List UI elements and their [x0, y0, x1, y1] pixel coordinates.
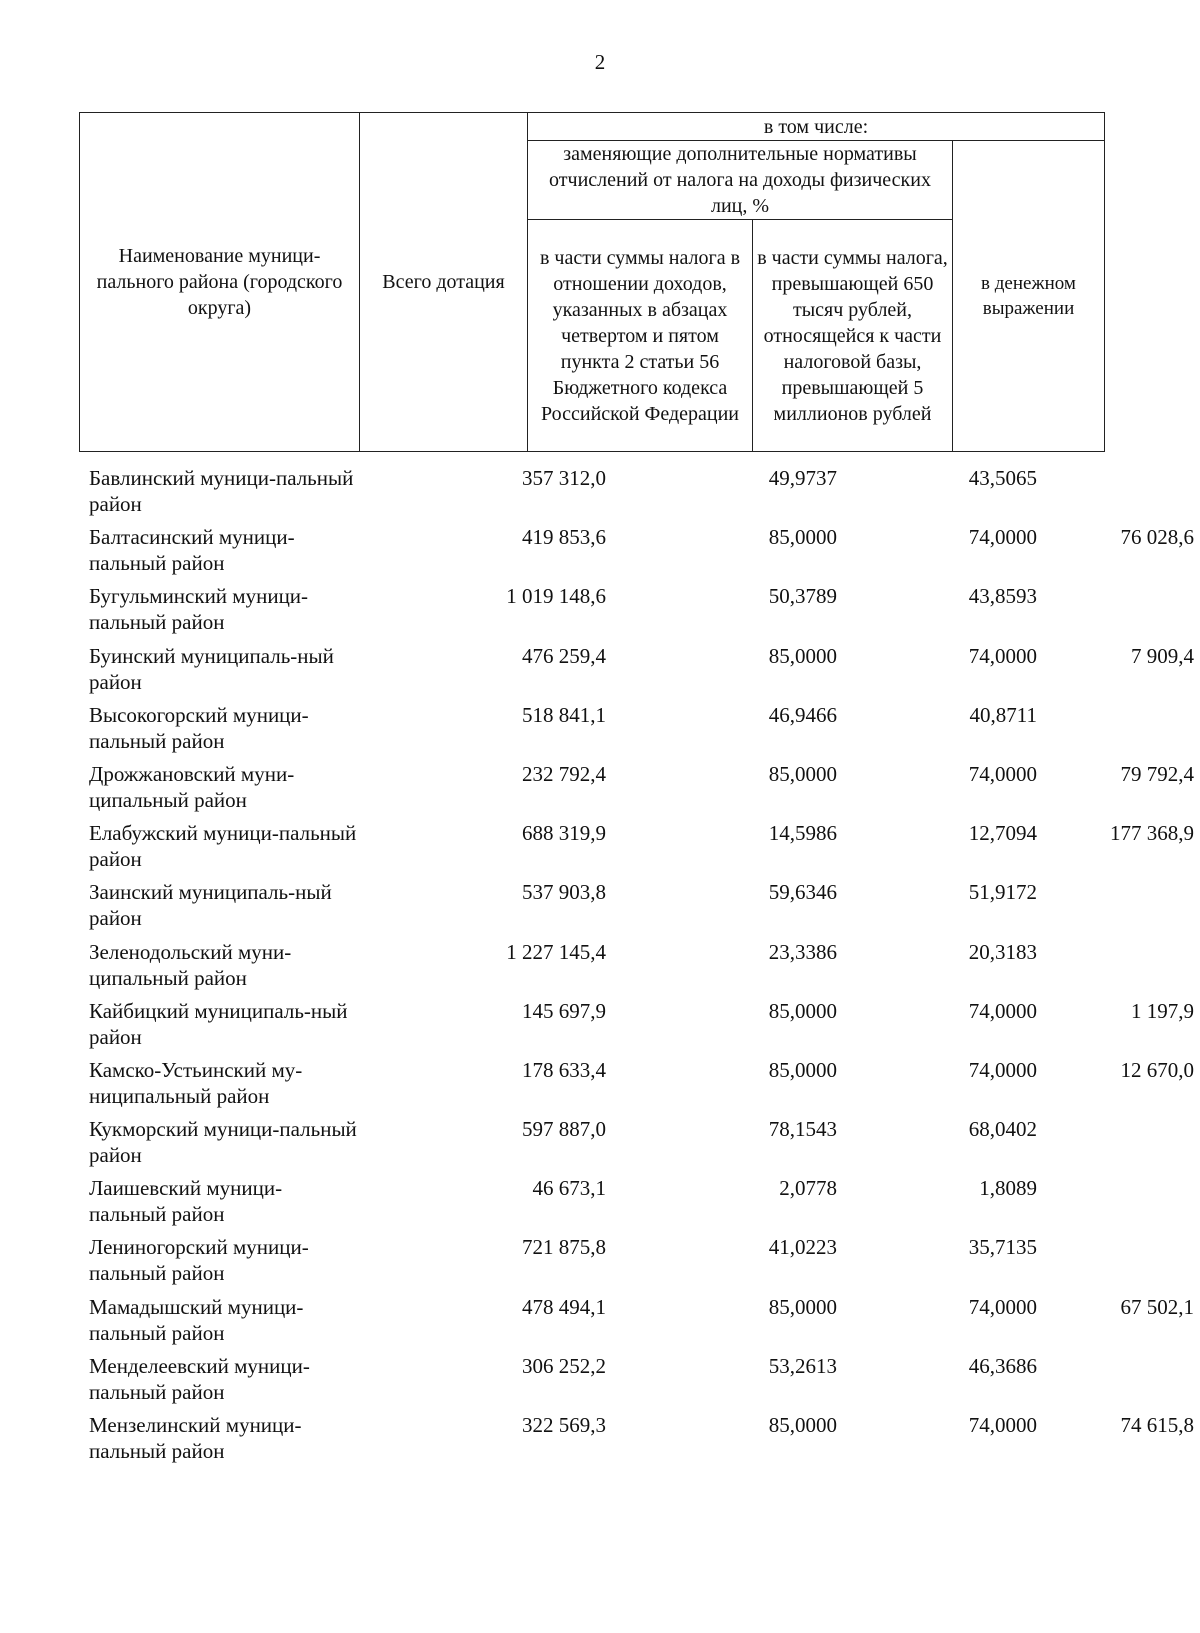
norm-part-1: 41,0223	[768, 1235, 837, 1260]
norm-part-1: 85,0000	[768, 1294, 837, 1319]
total-subsidy: 232 792,4	[522, 761, 606, 786]
table-row	[79, 583, 1129, 642]
money-amount: 74 615,8	[1120, 1413, 1194, 1437]
district-name: Балтасинский муници-пальный район	[89, 525, 295, 576]
total-subsidy: 46 673,1	[532, 1176, 606, 1201]
district-name: Зеленодольский муни-ципальный район	[89, 939, 292, 990]
district-name: Бавлинский муници-пальный район	[89, 466, 354, 516]
norm-part-1: 85,0000	[768, 1413, 837, 1437]
norm-part-1: 78,1543	[768, 1117, 837, 1142]
district-name: Буинский муниципаль-ный район	[89, 643, 334, 694]
table-row	[79, 1175, 1129, 1234]
money-amount: 79 792,4	[1120, 761, 1194, 786]
district-name: Камско-Устьинский му-ниципальный район	[89, 1057, 303, 1108]
district-name: Высокогорский муници-пальный район	[89, 702, 309, 753]
table-row	[79, 643, 1194, 702]
norm-part-1: 59,6346	[768, 880, 837, 905]
header-subcolumn-1: в части суммы налога в отношении доходов, указанных в абзацах четвертом и пятом пункта 2 статьи 56 Бюджетного кодекса Российской Федерации	[528, 220, 753, 452]
table-row	[79, 1116, 1129, 1175]
header-name-column: Наименование муници-пального района (городского округа)	[80, 113, 360, 452]
money-amount: 177 368,9	[1110, 821, 1194, 846]
norm-part-2: 40,8711	[969, 702, 1037, 727]
total-subsidy: 688 319,9	[522, 821, 606, 846]
norm-part-2: 43,5065	[968, 466, 1037, 490]
district-name: Дрожжановский муни-ципальный район	[89, 761, 295, 812]
table-body	[79, 465, 1194, 1471]
table-row	[79, 465, 1129, 524]
norm-part-2: 68,0402	[968, 1117, 1037, 1142]
norm-part-2: 20,3183	[968, 939, 1037, 964]
total-subsidy: 1 227 145,4	[506, 939, 606, 964]
norm-part-2: 74,0000	[968, 1294, 1037, 1319]
money-amount: 1 197,9	[1131, 998, 1194, 1023]
norm-part-2: 12,7094	[968, 821, 1037, 846]
table-row	[79, 761, 1194, 820]
total-subsidy: 322 569,3	[522, 1413, 606, 1437]
table-row	[79, 1412, 1194, 1471]
table-row	[79, 1057, 1194, 1116]
table-row	[79, 1234, 1129, 1293]
district-name: Мензелинский муници-пальный район	[89, 1413, 302, 1463]
district-name: Заинский муниципаль-ный район	[89, 880, 332, 931]
table-row	[79, 998, 1194, 1057]
money-amount: 67 502,1	[1120, 1294, 1194, 1319]
norm-part-1: 46,9466	[768, 702, 837, 727]
norm-part-2: 46,3686	[968, 1353, 1037, 1378]
header-subcolumn-2: в части суммы налога, превышающей 650 тысяч рублей, относящейся к части налоговой базы, превышающей 5 миллионов рублей	[753, 220, 953, 452]
total-subsidy: 597 887,0	[522, 1117, 606, 1142]
norm-part-2: 43,8593	[968, 584, 1037, 609]
table-row	[79, 1294, 1194, 1353]
district-name: Мамадышский муници-пальный район	[89, 1294, 304, 1345]
total-subsidy: 178 633,4	[522, 1057, 606, 1082]
table-row	[79, 879, 1129, 938]
district-name: Кайбицкий муниципаль-ный район	[89, 998, 348, 1049]
total-subsidy: 1 019 148,6	[506, 584, 606, 609]
norm-part-2: 35,7135	[968, 1235, 1037, 1260]
total-subsidy: 478 494,1	[522, 1294, 606, 1319]
header-replacing-norms: заменяющие дополнительные нормативы отчислений от налога на доходы физических лиц, %	[528, 141, 953, 220]
norm-part-1: 85,0000	[768, 1057, 837, 1082]
norm-part-2: 74,0000	[968, 643, 1037, 668]
norm-part-1: 49,9737	[768, 466, 837, 490]
table-row	[79, 702, 1129, 761]
table-header	[79, 112, 1105, 452]
norm-part-2: 74,0000	[968, 1057, 1037, 1082]
norm-part-1: 85,0000	[768, 998, 837, 1023]
table-row	[79, 1353, 1129, 1412]
norm-part-1: 50,3789	[768, 584, 837, 609]
norm-part-1: 53,2613	[768, 1353, 837, 1378]
table-row	[79, 524, 1194, 583]
norm-part-1: 85,0000	[768, 643, 837, 668]
total-subsidy: 357 312,0	[522, 466, 606, 490]
total-subsidy: 537 903,8	[522, 880, 606, 905]
header-total-column: Всего дотация	[360, 113, 528, 452]
total-subsidy: 145 697,9	[522, 998, 606, 1023]
total-subsidy: 518 841,1	[522, 702, 606, 727]
district-name: Лаишевский муници-пальный район	[89, 1176, 283, 1227]
money-amount: 12 670,0	[1120, 1057, 1194, 1082]
money-amount: 7 909,4	[1131, 643, 1194, 668]
norm-part-1: 85,0000	[768, 525, 837, 550]
norm-part-1: 14,5986	[768, 821, 837, 846]
total-subsidy: 419 853,6	[522, 525, 606, 550]
district-name: Елабужский муници-пальный район	[89, 821, 357, 872]
district-name: Кукморский муници-пальный район	[89, 1117, 357, 1168]
norm-part-2: 74,0000	[968, 1413, 1037, 1437]
money-amount: 76 028,6	[1120, 525, 1194, 550]
header-including: в том числе:	[528, 113, 1105, 141]
norm-part-1: 2,0778	[779, 1176, 837, 1201]
page-number: 2	[594, 50, 606, 74]
total-subsidy: 476 259,4	[522, 643, 606, 668]
norm-part-1: 23,3386	[768, 939, 837, 964]
district-name: Лениногорский муници-пальный район	[89, 1235, 309, 1286]
table-row	[79, 939, 1129, 998]
total-subsidy: 306 252,2	[522, 1353, 606, 1378]
norm-part-2: 1,8089	[979, 1176, 1037, 1201]
table-row	[79, 820, 1194, 879]
norm-part-2: 74,0000	[968, 761, 1037, 786]
norm-part-2: 74,0000	[968, 525, 1037, 550]
district-name: Бугульминский муници-пальный район	[89, 584, 309, 635]
total-subsidy: 721 875,8	[522, 1235, 606, 1260]
header-money-column: в денежном выражении	[953, 141, 1105, 452]
district-name: Менделеевский муници-пальный район	[89, 1353, 310, 1404]
norm-part-2: 51,9172	[968, 880, 1037, 905]
norm-part-1: 85,0000	[768, 761, 837, 786]
norm-part-2: 74,0000	[968, 998, 1037, 1023]
